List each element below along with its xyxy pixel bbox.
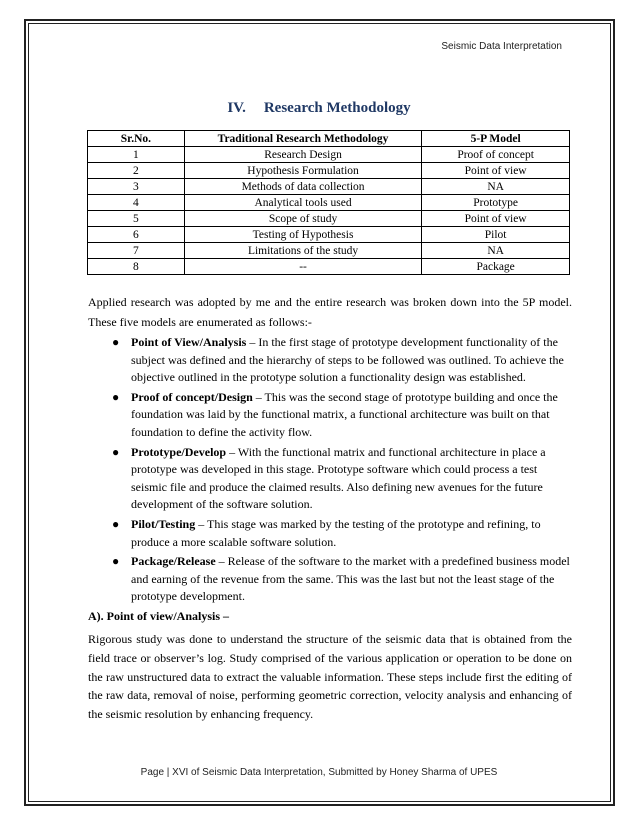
table-cell: Methods of data collection — [184, 179, 421, 195]
running-header: Seismic Data Interpretation — [441, 41, 562, 52]
table-cell: Scope of study — [184, 211, 421, 227]
body-paragraph: Rigorous study was done to understand the structure of the seismic data that is obtained from the field trace or observer’s log. Study comprised of the various application or operation to be done on the raw unstructured data to extract the valuable information. These steps include first the editing of the raw data, removal of noise, performing geometric correction, velocity analysis and enhancing of the seismic resolution by enhancing frequency. — [88, 632, 572, 722]
list-item — [112, 516, 570, 551]
bullet-icon: ● — [112, 516, 120, 531]
table-cell: NA — [422, 243, 570, 259]
table-cell: 8 — [88, 259, 185, 275]
model-description: – This was the second stage of prototype building and once the foundation was laid by the functional matrix, a functional architecture was built on that foundation to define the activity flow. — [131, 389, 558, 439]
intro-paragraph: Applied research was adopted by me and the entire research was broken down into the 5P model. These five models are enumerated as follows:- — [88, 295, 572, 329]
table-cell: Pilot — [422, 227, 570, 243]
model-term: Prototype/Develop — [131, 444, 227, 459]
table-cell: 5 — [88, 211, 185, 227]
table-cell: 2 — [88, 163, 185, 179]
five-p-model-list — [112, 334, 570, 608]
model-term: Pilot/Testing — [131, 516, 196, 531]
model-description: – In the first stage of prototype development functionality of the subject was defined and the hierarchy of steps to be followed was outlined. To achieve the objective outlined in the prototype solution a functionality design was established. — [131, 335, 564, 385]
subsection-heading: A). Point of view/Analysis – — [88, 609, 229, 623]
list-item — [112, 444, 570, 514]
table-cell: Testing of Hypothesis — [184, 227, 421, 243]
model-description: – With the functional matrix and functional architecture in place a prototype was developed in this stage. Prototype software which could process a test seismic file and produce the claimed results. Also defining new avenues for the future development of the software solution. — [131, 444, 546, 512]
bullet-icon: ● — [112, 335, 120, 349]
list-item — [112, 553, 570, 606]
table-cell: -- — [184, 259, 421, 275]
list-item — [112, 334, 570, 387]
table-cell: Point of view — [422, 163, 570, 179]
table-header-cell: 5-P Model — [422, 131, 570, 147]
table-row — [88, 259, 570, 275]
table-cell: 3 — [88, 179, 185, 195]
model-term: Point of View/Analysis — [131, 335, 247, 349]
table-row — [88, 195, 570, 211]
table-row — [88, 163, 570, 179]
bullet-icon: ● — [112, 444, 120, 459]
list-item — [112, 389, 570, 442]
table-cell: NA — [422, 179, 570, 195]
model-term: Package/Release — [131, 554, 216, 569]
section-number: IV. — [227, 100, 246, 116]
table-cell: Prototype — [422, 195, 570, 211]
table-cell: 1 — [88, 147, 185, 163]
table-cell: 4 — [88, 195, 185, 211]
methodology-table — [87, 130, 570, 275]
table-header-cell: Sr.No. — [88, 131, 185, 147]
table-row — [88, 179, 570, 195]
page-footer: Page | XVI of Seismic Data Interpretation, Submitted by Honey Sharma of UPES — [140, 767, 498, 778]
table-row — [88, 147, 570, 163]
table-row — [88, 211, 570, 227]
table-row — [88, 243, 570, 259]
bullet-icon: ● — [112, 389, 120, 404]
section-title — [0, 100, 638, 117]
table-cell: 7 — [88, 243, 185, 259]
table-body — [88, 147, 570, 275]
model-description: – This stage was marked by the testing of the prototype and refining, to produce a more scalable software solution. — [131, 516, 541, 549]
table-header-cell: Traditional Research Methodology — [184, 131, 421, 147]
table-cell: Research Design — [184, 147, 421, 163]
table-cell: Analytical tools used — [184, 195, 421, 211]
model-term: Proof of concept/Design — [131, 389, 253, 404]
table-cell: Package — [422, 259, 570, 275]
table-cell: Limitations of the study — [184, 243, 421, 259]
table-row — [88, 227, 570, 243]
table-cell: Point of view — [422, 211, 570, 227]
table-header-row — [88, 131, 570, 147]
table-cell: 6 — [88, 227, 185, 243]
section-title-text: Research Methodology — [263, 100, 411, 116]
table-cell: Hypothesis Formulation — [184, 163, 421, 179]
table-cell: Proof of concept — [422, 147, 570, 163]
model-description: – Release of the software to the market with a predefined business model and earning of the revenue from the same. This was the last but not the least stage of the prototype development. — [131, 554, 570, 604]
bullet-icon: ● — [112, 554, 120, 569]
